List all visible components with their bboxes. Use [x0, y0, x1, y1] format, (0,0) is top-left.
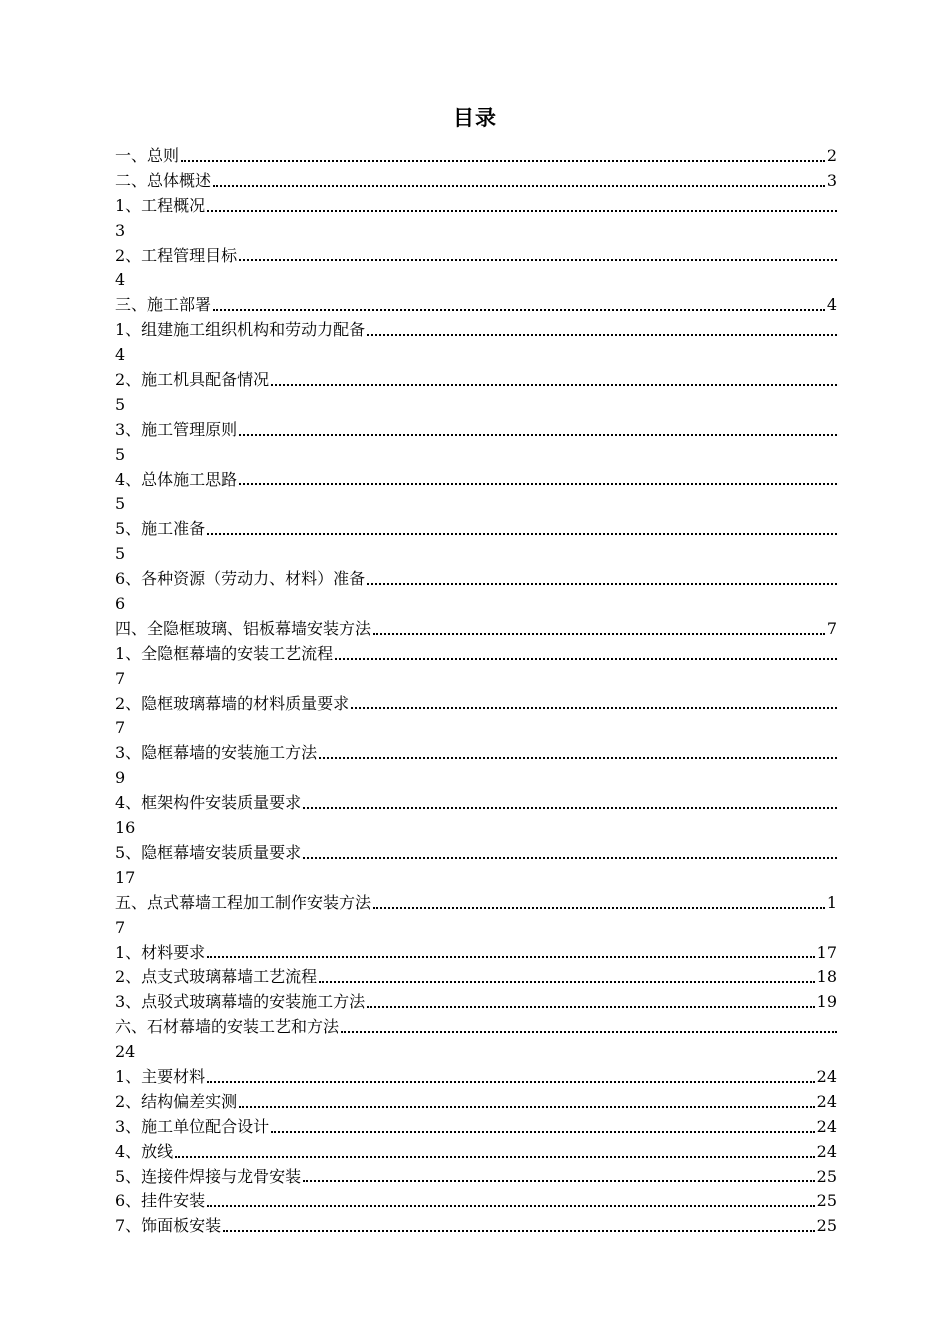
toc-entry-title: 2、点支式玻璃幕墙工艺流程	[115, 967, 318, 987]
toc-entry[interactable]	[115, 567, 837, 592]
toc-entry-title: 三、施工部署	[115, 295, 212, 315]
toc-entry-title: 5、隐框幕墙安装质量要求	[115, 842, 302, 862]
toc-entry[interactable]	[115, 1165, 837, 1190]
toc-entry[interactable]	[115, 617, 837, 642]
toc-page-number: 7	[826, 618, 837, 638]
toc-entry-title: 3、点驳式玻璃幕墙的安装施工方法	[115, 992, 366, 1012]
toc-entry-title: 五、点式幕墙工程加工制作安装方法	[115, 892, 372, 912]
toc-entry[interactable]	[115, 368, 837, 393]
toc-entry-title: 1、主要材料	[115, 1066, 206, 1086]
toc-page-number-wrapped: 16	[115, 818, 136, 838]
dot-leader	[367, 334, 837, 336]
toc-page-number-wrapped: 7	[115, 917, 126, 937]
toc-entry[interactable]	[115, 517, 837, 542]
toc-entry[interactable]	[115, 318, 837, 343]
toc-entry-title: 1、组建施工组织机构和劳动力配备	[115, 320, 366, 340]
toc-entry-title: 6、各种资源（劳动力、材料）准备	[115, 569, 366, 589]
dot-leader	[213, 309, 825, 311]
toc-entry-title: 3、施工单位配合设计	[115, 1116, 270, 1136]
dot-leader	[207, 1081, 814, 1083]
dot-leader	[319, 981, 814, 983]
toc-page-number: 19	[816, 992, 837, 1012]
toc-entry[interactable]	[115, 169, 837, 194]
toc-page-number: 24	[816, 1116, 837, 1136]
dot-leader	[175, 1156, 814, 1158]
toc-entry-title: 2、施工机具配备情况	[115, 370, 270, 390]
toc-entry-title: 六、石材幕墙的安装工艺和方法	[115, 1017, 340, 1037]
dot-leader	[223, 1230, 814, 1232]
toc-entry-title: 7、饰面板安装	[115, 1216, 222, 1236]
toc-entry-title: 一、总则	[115, 146, 180, 165]
dot-leader	[239, 1106, 814, 1108]
toc-entry-title: 4、总体施工思路	[115, 469, 238, 489]
toc-page-number-wrapped: 5	[115, 544, 126, 564]
toc-page-number: 25	[816, 1166, 837, 1186]
dot-leader	[319, 757, 837, 759]
dot-leader	[303, 1180, 814, 1182]
toc-entry[interactable]	[115, 1065, 837, 1090]
toc-page-number-wrapped: 5	[115, 394, 126, 414]
toc-entry-title: 6、挂件安装	[115, 1191, 206, 1211]
toc-page-number-wrapped: 5	[115, 444, 126, 464]
toc-entry[interactable]	[115, 741, 837, 766]
toc-page-number-wrapped: 7	[115, 668, 126, 688]
toc-page-number: 24	[816, 1066, 837, 1086]
dot-leader	[239, 434, 837, 436]
toc-page-number: 24	[816, 1141, 837, 1161]
toc-page-number: 25	[816, 1191, 837, 1211]
toc-page-number-wrapped: 4	[115, 270, 126, 290]
toc-page-number: 4	[826, 295, 837, 315]
toc-entry[interactable]	[115, 891, 837, 916]
toc-entry[interactable]	[115, 244, 837, 269]
toc-entry[interactable]	[115, 841, 837, 866]
dot-leader	[271, 1131, 814, 1133]
toc-entry[interactable]	[115, 1214, 837, 1239]
toc-page-number-wrapped: 9	[115, 768, 126, 788]
toc-entry[interactable]	[115, 1090, 837, 1115]
dot-leader	[239, 483, 837, 485]
toc-page-number-wrapped: 6	[115, 594, 126, 614]
toc-entry[interactable]	[115, 642, 837, 667]
toc-page-number-wrapped: 5	[115, 494, 126, 514]
toc-entry[interactable]	[115, 1140, 837, 1165]
toc-entry[interactable]	[115, 144, 837, 169]
toc-entry[interactable]	[115, 194, 837, 219]
toc-entry[interactable]	[115, 418, 837, 443]
dot-leader	[367, 583, 837, 585]
toc-entry[interactable]	[115, 1115, 837, 1140]
toc-entry-title: 1、全隐框幕墙的安装工艺流程	[115, 643, 334, 663]
toc-page-number: 3	[826, 170, 837, 190]
toc-entry-title: 1、工程概况	[115, 195, 206, 215]
toc-page-number: 17	[816, 942, 837, 962]
toc-entry[interactable]	[115, 965, 837, 990]
toc-entry-title: 2、工程管理目标	[115, 245, 238, 265]
toc-entry-title: 4、框架构件安装质量要求	[115, 793, 302, 813]
dot-leader	[373, 633, 825, 635]
toc-entry[interactable]	[115, 293, 837, 318]
dot-leader	[303, 857, 837, 859]
toc-entry[interactable]	[115, 692, 837, 717]
dot-leader	[335, 658, 837, 660]
toc-entry-title: 二、总体概述	[115, 170, 212, 190]
dot-leader	[351, 707, 837, 709]
toc-entry-title: 2、隐框玻璃幕墙的材料质量要求	[115, 693, 350, 713]
dot-leader	[181, 160, 825, 162]
toc-page-number-wrapped: 24	[115, 1042, 136, 1062]
toc-entry-title: 3、隐框幕墙的安装施工方法	[115, 743, 318, 763]
toc-entry-title: 3、施工管理原则	[115, 419, 238, 439]
toc-title: 目录	[453, 106, 497, 130]
toc-page-number: 24	[816, 1091, 837, 1111]
toc-page-number: 2	[826, 146, 837, 165]
toc-entry[interactable]	[115, 941, 837, 966]
toc-page-number-wrapped: 17	[115, 867, 136, 887]
toc-entry[interactable]	[115, 468, 837, 493]
toc-entry[interactable]	[115, 990, 837, 1015]
dot-leader	[373, 907, 825, 909]
dot-leader	[367, 1006, 814, 1008]
dot-leader	[207, 956, 814, 958]
toc-list	[115, 144, 837, 1239]
toc-page-number: 1	[826, 892, 837, 912]
toc-page-number-wrapped: 7	[115, 718, 126, 738]
toc-page-number: 18	[816, 967, 837, 987]
toc-page-number-wrapped: 3	[115, 220, 126, 240]
toc-entry[interactable]	[115, 1189, 837, 1214]
dot-leader	[341, 1031, 837, 1033]
dot-leader	[271, 384, 837, 386]
dot-leader	[207, 533, 837, 535]
toc-page-number: 25	[816, 1216, 837, 1236]
dot-leader	[207, 210, 837, 212]
dot-leader	[213, 185, 825, 187]
toc-entry-title: 5、施工准备	[115, 519, 206, 539]
toc-entry-title: 4、放线	[115, 1141, 174, 1161]
dot-leader	[239, 259, 837, 261]
toc-entry-title: 1、材料要求	[115, 942, 206, 962]
toc-entry-title: 四、全隐框玻璃、铝板幕墙安装方法	[115, 618, 372, 638]
toc-entry[interactable]	[115, 791, 837, 816]
toc-entry[interactable]	[115, 1015, 837, 1040]
toc-page-number-wrapped: 4	[115, 345, 126, 365]
dot-leader	[303, 807, 837, 809]
toc-entry-title: 2、结构偏差实测	[115, 1091, 238, 1111]
dot-leader	[207, 1205, 814, 1207]
toc-entry-title: 5、连接件焊接与龙骨安装	[115, 1166, 302, 1186]
